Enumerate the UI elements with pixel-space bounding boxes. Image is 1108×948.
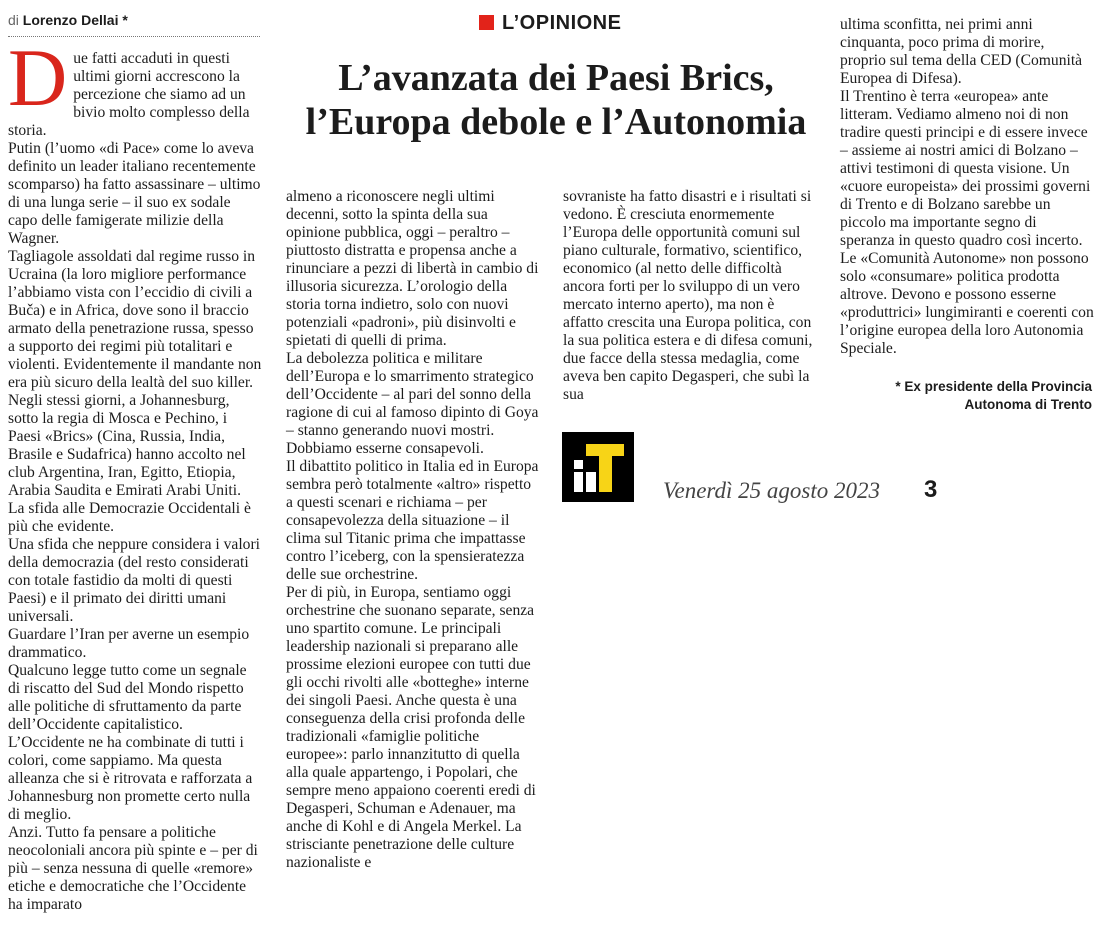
logo-graphic <box>562 432 634 502</box>
paragraph: La sfida alle Democrazie Occidentali è più che evidente. <box>8 500 251 535</box>
paragraph: Guardare l’Iran per averne un esempio drammatico. <box>8 626 250 661</box>
paragraph: Negli stessi giorni, a Johannesburg, sotto la regia di Mosca e Pechino, i Paesi «Brics» (Cina, Russia, India, Brasile e Sudafrica) hanno accolto nel club Argentina, Iran, Egitto, Etiopia, Arabia Saudita e Emirati Arabi Uniti. <box>8 392 246 499</box>
headline-line-2: l’Europa debole e l’Autonomia <box>305 101 807 143</box>
author-note-line-1: * Ex presidente della Provincia <box>895 379 1092 394</box>
paragraph: ultima sconfitta, nei primi anni cinquanta, poco prima di morire, proprio sul tema della CED (Comunità Europea di Difesa). <box>840 16 1083 87</box>
paragraph: Una sfida che neppure considera i valori della democrazia (del resto considerati con totale fastidio da molti di questi Paesi) e il primato dei diritti umani universali. <box>8 536 260 625</box>
issue-date: Venerdì 25 agosto 2023 <box>663 478 880 503</box>
article-headline <box>276 56 836 144</box>
paragraph: Dobbiamo esserne consapevoli. <box>286 440 484 457</box>
byline-prefix: di <box>8 12 19 28</box>
byline-author: Lorenzo Dellai * <box>22 12 128 28</box>
headline-line-1: L’avanzata dei Paesi Brics, <box>338 57 774 99</box>
paragraph: sovraniste ha fatto disastri e i risultati si vedono. È cresciuta enormemente l’Europa delle opportunità comuni sul piano culturale, formativo, scientifico, economico (al netto delle difficoltà ancora forti per lo sviluppo di un vero mercato interno aperto), ma non è affatto crescita una Europa politica, con la sua politica estera e di difesa comuni, due facce della stessa medaglia, come aveva ben capito Degasperi, che subì la sua <box>563 188 813 403</box>
column-2 <box>286 188 540 872</box>
newspaper-logo-icon <box>562 432 634 502</box>
column-4 <box>840 16 1094 358</box>
paragraph: Tagliagole assoldati dal regime russo in Ucraina (la loro migliore performance l’abbiamo vista con l’eccidio di civili a Buča) e in Africa, dove sono il braccio armato della penetrazione russa, spesso a supporto dei regimi più totalitari e violenti. Evidentemente il mandante non era più sicuro della lealtà del suo killer. <box>8 248 262 391</box>
paragraph: Il dibattito politico in Italia ed in Europa sembra però totalmente «altro» rispetto a questi scenari e richiama – per consapevolezza della situazione – il clima sul Titanic prima che impattasse contro l’iceberg, con la spensieratezza delle sue orchestrine. <box>286 458 539 583</box>
lead-paragraph <box>8 32 262 140</box>
paragraph: Qualcuno legge tutto come un segnale di riscatto del Sud del Mondo rispetto alle politiche di sfruttamento da parte dell’Occidente capitalistico. <box>8 662 247 733</box>
section-label-text: L’OPINIONE <box>502 12 622 34</box>
page-number: 3 <box>924 476 938 503</box>
section-label <box>479 12 621 35</box>
column-1 <box>8 32 262 914</box>
paragraph: Anzi. Tutto fa pensare a politiche neocoloniali ancora più spinte e – per di più – senza nessuna di quelle «remore» etiche e democratiche che l’Occidente ha imparato <box>8 824 258 913</box>
paragraph: almeno a riconoscere negli ultimi decenni, sotto la spinta della sua opinione pubblica, oggi – peraltro – piuttosto distratta e propensa anche a rinunciare a pezzi di libertà in cambio di illusoria sicurezza. L’orologio della storia torna indietro, solo con nuovi potenziali «padroni», più disinvolti e spietati di quelli di prima. <box>286 188 539 349</box>
column-3 <box>563 188 817 404</box>
lead-text: ue fatti accaduti in questi ultimi giorni accrescono la percezione che siamo ad un bivio molto complesso della storia. <box>8 50 250 139</box>
section-marker-icon <box>479 15 494 30</box>
author-note-line-2: Autonoma di Trento <box>964 397 1092 412</box>
drop-cap: D <box>8 32 68 123</box>
author-note <box>895 378 1092 414</box>
paragraph: Il Trentino è terra «europea» ante litteram. Vediamo almeno noi di non tradire questi principi e di essere invece – assieme ai nostri amici di Bolzano – attivi testimoni di questa visione. Un «cuore europeista» dei prossimi governi di Trento e di Bolzano sarebbe un piccolo ma importante segno di speranza in questo quadro così incerto. Le «Comunità Autonome» non possono solo «consumare» politica prodotta altrove. Devono e possono esserne «produttrici» lungimiranti e coerenti con l’origine europea della loro Autonomia Speciale. <box>840 88 1094 357</box>
paragraph: L’Occidente ne ha combinate di tutti i colori, come sappiamo. Ma questa alleanza che si è ritrovata e rafforzata a Johannesburg non promette certo nulla di meglio. <box>8 734 253 823</box>
paragraph: Per di più, in Europa, sentiamo oggi orchestrine che suonano separate, senza uno spartito comune. Le principali leadership nazionali si preparano alle prossime elezioni europee con tutti due gli occhi rivolti alle «botteghe» interne dei singoli Paesi. Anche questa è una conseguenza della crisi profonda delle tradizionali «famiglie politiche europee»: parlo innanzitutto di quella alla quale appartengo, i Popolari, che sempre meno appaiono coerenti eredi di Degasperi, Schuman e Adenauer, ma anche di Kohl e di Angela Merkel. La strisciante penetrazione delle culture nazionaliste e <box>286 584 536 871</box>
paragraph: La debolezza politica e militare dell’Europa e lo smarrimento strategico dell’Occidente – al pari del sonno della ragione di cui al famoso dipinto di Goya – stanno generando nuovi mostri. <box>286 350 539 439</box>
byline <box>8 12 128 28</box>
paragraph: Putin (l’uomo «di Pace» come lo aveva definito un leader italiano recentemente scomparso) ha fatto assassinare – ultimo di una lunga serie – il suo ex sodale capo delle famigerate milizie della Wagner. <box>8 140 261 247</box>
